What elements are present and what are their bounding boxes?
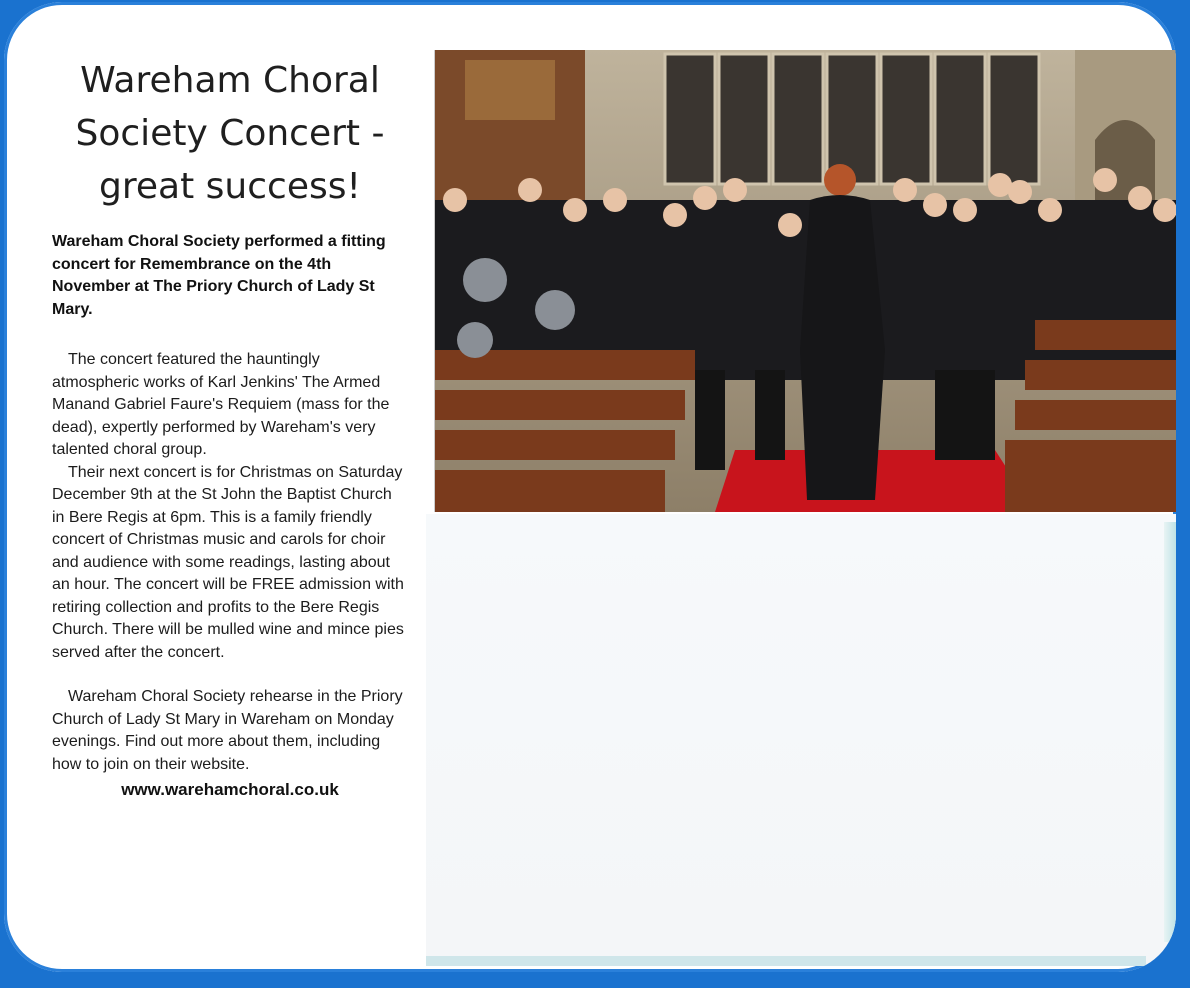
article-lead: Wareham Choral Society performed a fitting concert for Remembrance on the 4th November at The Priory Church of Lady St Mary.	[52, 233, 386, 318]
article-column	[52, 54, 408, 800]
article-paragraph-2: Their next concert is for Christmas on Saturday December 9th at the St John the Baptist Church in Bere Regis at 6pm. This is a family friendly concert of Christmas music and carols for choir and audience with some readings, lasting about an hour. The concert will be FREE admission with retiring collection and profits to the Bere Regis Church. There will be mulled wine and mince pies served after the concert.	[52, 463, 404, 661]
choir-photo	[434, 50, 1176, 512]
article-headline: Wareham Choral Society Concert - great success!	[75, 60, 385, 207]
page-edge-decoration	[1164, 522, 1176, 942]
blank-area	[426, 514, 1176, 966]
bottom-strip	[426, 956, 1146, 966]
article-paragraph-3: Wareham Choral Society rehearse in the Priory Church of Lady St Mary in Wareham on Monday evenings. Find out more about them, including how to join on their website.	[52, 688, 403, 773]
magazine-page	[4, 2, 1176, 972]
article-paragraph-1: The concert featured the hauntingly atmospheric works of Karl Jenkins' The Armed Manand Gabriel Faure's Requiem (mass for the dead), expertly performed by Wareham's very talented choral group.	[52, 351, 390, 458]
website-link[interactable]: www.warehamchoral.co.uk	[121, 780, 339, 799]
